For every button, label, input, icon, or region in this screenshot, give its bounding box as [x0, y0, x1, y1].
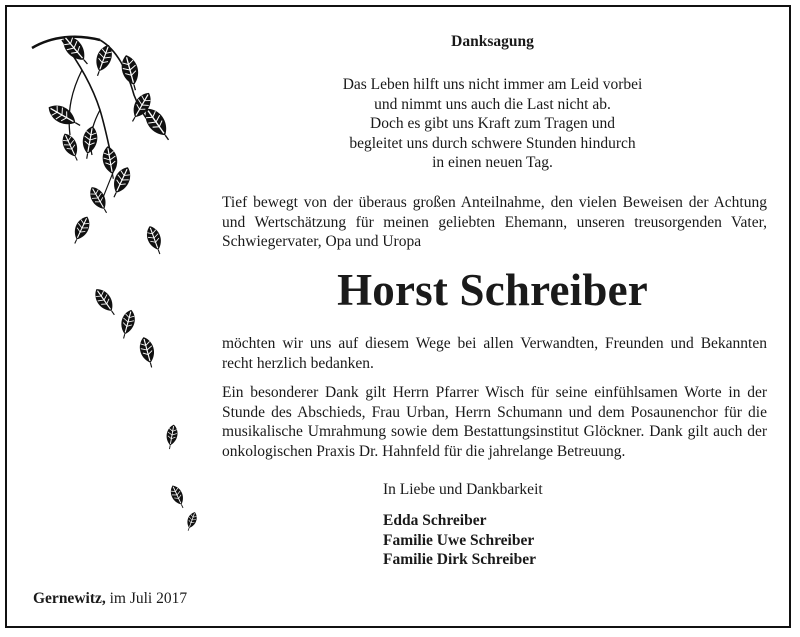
signatures [383, 511, 536, 570]
deceased-name: Horst Schreiber [337, 265, 648, 315]
poem-line: Doch es gibt uns Kraft zum Tragen und [370, 115, 615, 132]
place-date [33, 590, 187, 608]
signature-name: Familie Dirk Schreiber [383, 551, 536, 568]
signature-name: Familie Uwe Schreiber [383, 531, 535, 549]
signature-name: Edda Schreiber [383, 512, 487, 529]
poem-line: Das Leben hilft uns nicht immer am Leid vorbei [342, 76, 643, 93]
poem-line: begleitet uns durch schwere Stunden hindurch [349, 134, 636, 152]
intro-paragraph: Tief bewegt von der überaus großen Anteilnahme, den vielen Beweisen der Achtung und Wertschätzung für meinen geliebten Ehemann, unseren treusorgenden Vater, Schwiegervater, Opa und Uropa [222, 194, 767, 250]
falling-leaves-branch-icon [22, 30, 222, 540]
notice-heading: Danksagung [451, 33, 534, 50]
poem [220, 75, 765, 173]
closing-line: In Liebe und Dankbarkeit [383, 481, 543, 498]
special-thanks-paragraph: Ein besonderer Dank gilt Herrn Pfarrer Wisch für seine einfühlsamen Worte in der Stunde des Abschieds, Frau Urban, Herrn Schumann und dem Posaunenchor für die musikalische Umrahmung sowie dem Bestattungsinstitut Glöckner. Dank gilt auch der onkologischen Praxis Dr. Hahnfeld für die jahrelange Betreuung. [222, 384, 767, 460]
place: Gernewitz, [33, 590, 106, 607]
date: im Juli 2017 [109, 590, 188, 607]
thanks-paragraph: möchten wir uns auf diesem Wege bei allen Verwandten, Freunden und Bekannten recht herzlich bedanken. [222, 335, 767, 372]
poem-line: und nimmt uns auch die Last nicht ab. [374, 95, 611, 113]
poem-line: in einen neuen Tag. [432, 154, 553, 171]
